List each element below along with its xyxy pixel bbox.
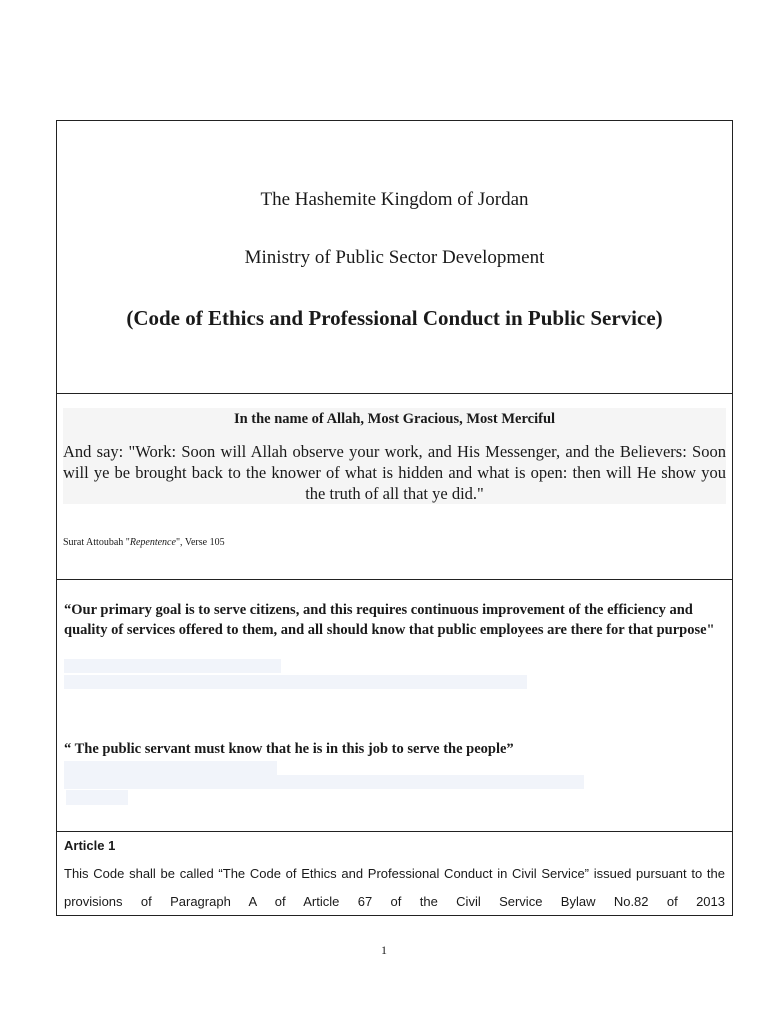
document-title: (Code of Ethics and Professional Conduct in Public Service) [126,306,663,330]
quote-highlight [64,761,277,775]
article-text: This Code shall be called “The Code of Ethics and Professional Conduct in Civil Service” issued pursuant to the provisions of Paragraph A of Article 67 of the Civil Service Bylaw No.82 of 2013 [64,866,725,909]
quote-primary-goal: “Our primary goal is to serve citizens, and this requires continuous improvement of the efficiency and quality of services offered to them, and all should know that public employees are there for that purpose" [64,602,715,638]
quote-highlight [64,675,527,689]
quotes-section [57,580,732,832]
article-section [57,832,732,917]
quote-public-servant: “ The public servant must know that he is in this job to serve the people” [64,741,514,757]
quote-highlight [66,790,128,805]
quote-highlight [64,659,281,673]
verse-text: And say: "Work: Soon will Allah observe your work, and His Messenger, and the Believers: Soon will ye be brought back to the knower of what is hidden and what is open: then will He show you the truth of all that ye did." [63,442,726,503]
citation-name: Repentence [129,537,176,548]
bismillah-heading: In the name of Allah, Most Gracious, Most Merciful [233,411,556,427]
quote-highlight [64,775,584,789]
verse-citation [63,537,225,548]
verse-section [57,394,732,580]
title-section [57,121,732,394]
article-title: Article 1 [64,838,116,853]
page-number: 1 [381,943,387,957]
ministry-name: Ministry of Public Sector Development [244,247,545,268]
citation-prefix: Surat Attoubah " [63,537,130,548]
country-name: The Hashemite Kingdom of Jordan [260,189,529,210]
document-frame [56,120,733,916]
citation-suffix: ", Verse 105 [175,537,225,548]
